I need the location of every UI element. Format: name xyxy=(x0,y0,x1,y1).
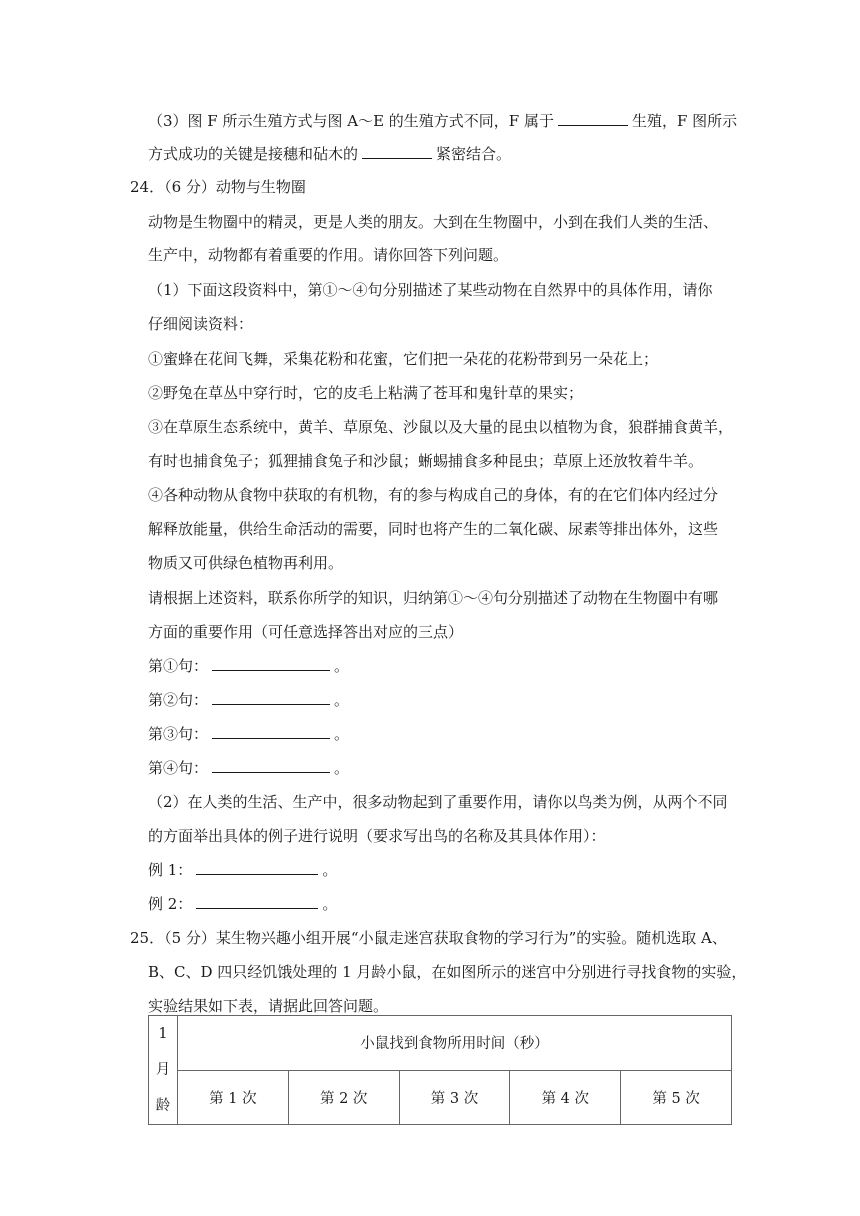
answer-blank[interactable] xyxy=(212,690,330,705)
q24-answer-2 xyxy=(148,690,349,710)
answer-blank[interactable] xyxy=(212,724,330,739)
q25-line2: B、C、D 四只经饥饿处理的 1 月龄小鼠，在如图所示的迷宫中分别进行寻找食物的实验， xyxy=(148,963,747,981)
q23-part3-text-b: 生殖，F 图所示 xyxy=(631,112,738,130)
column-header-3: 第 3 次 xyxy=(399,1070,510,1125)
period: 。 xyxy=(322,895,338,913)
q23-part3-line2 xyxy=(148,144,511,164)
answer-label: 第④句： xyxy=(148,759,209,777)
q24-example-2 xyxy=(148,894,337,914)
q24-part2-line2: 的方面举出具体的例子进行说明（要求写出鸟的名称及其具体作用）： xyxy=(148,827,606,845)
period: 。 xyxy=(334,725,350,743)
q24-part2-line1: （2）在人类的生活、生产中，很多动物起到了重要作用，请你以鸟类为例，从两个不同 xyxy=(148,793,728,811)
q24-ask-line1: 请根据上述资料，联系你所学的知识，归纳第①～④句分别描述了动物在生物圈中有哪 xyxy=(148,589,719,607)
q23-part3-text-a: （3）图 F 所示生殖方式与图 A～E 的生殖方式不同，F 属于 xyxy=(148,112,554,130)
period: 。 xyxy=(334,657,350,675)
period: 。 xyxy=(322,861,338,879)
answer-blank[interactable] xyxy=(212,656,330,671)
q24-sentence3-line2: 有时也捕食兔子；狐狸捕食兔子和沙鼠；蜥蜴捕食多种昆虫；草原上还放牧着牛羊。 xyxy=(148,452,704,470)
group-header: 小鼠找到食物所用时间（秒） xyxy=(178,1016,732,1071)
q24-answer-3 xyxy=(148,724,349,744)
column-header-2: 第 2 次 xyxy=(288,1070,399,1125)
column-header-1: 第 1 次 xyxy=(178,1070,289,1125)
q24-sentence2: ②野兔在草丛中穿行时，它的皮毛上粘满了苍耳和鬼针草的果实； xyxy=(148,384,584,402)
q23-part3-text-d: 紧密结合。 xyxy=(436,145,512,163)
column-header-4: 第 4 次 xyxy=(510,1070,621,1125)
example-label: 例 1： xyxy=(148,861,193,879)
q24-ask-line2: 方面的重要作用（可任意选择答出对应的三点） xyxy=(148,623,464,641)
answer-label: 第③句： xyxy=(148,725,209,743)
answer-blank[interactable] xyxy=(558,111,628,126)
q24-heading: 24．（6 分）动物与生物圈 xyxy=(130,178,306,196)
q24-answer-1 xyxy=(148,656,349,676)
results-table xyxy=(148,1015,732,1125)
row-header-bottom: 龄 xyxy=(155,1098,171,1114)
q24-part1-line1: （1）下面这段资料中，第①～④句分别描述了某些动物在自然界中的具体作用，请你 xyxy=(148,281,713,299)
answer-label: 第②句： xyxy=(148,691,209,709)
q24-sentence4-line1: ④各种动物从食物中获取的有机物，有的参与构成自己的身体，有的在它们体内经过分 xyxy=(148,486,719,504)
q24-sentence1: ①蜜蜂在花间飞舞，采集花粉和花蜜，它们把一朵花的花粉带到另一朵花上； xyxy=(148,350,659,368)
period: 。 xyxy=(334,691,350,709)
q24-answer-4 xyxy=(148,758,349,778)
q23-part3-line1 xyxy=(148,111,737,131)
answer-blank[interactable] xyxy=(212,758,330,773)
q24-intro-line1: 动物是生物圈中的精灵，更是人类的朋友。大到在生物圈中，小到在我们人类的生活、 xyxy=(148,213,719,231)
q24-part1-line2: 仔细阅读资料： xyxy=(148,315,254,333)
period: 。 xyxy=(334,759,350,777)
q24-example-1 xyxy=(148,860,337,880)
q24-sentence4-line2: 解释放能量，供给生命活动的需要，同时也将产生的二氧化碳、尿素等排出体外，这些 xyxy=(148,520,719,538)
answer-label: 第①句： xyxy=(148,657,209,675)
q24-sentence4-line3: 物质又可供绿色植物再利用。 xyxy=(148,554,344,572)
answer-blank[interactable] xyxy=(196,860,318,875)
row-header-cell xyxy=(149,1016,178,1125)
example-label: 例 2： xyxy=(148,895,193,913)
q23-part3-text-c: 方式成功的关键是接穗和砧木的 xyxy=(148,145,359,163)
q24-intro-line2: 生产中，动物都有着重要的作用。请你回答下列问题。 xyxy=(148,246,509,264)
q24-sentence3-line1: ③在草原生态系统中，黄羊、草原兔、沙鼠以及大量的昆虫以植物为食，狼群捕食黄羊， xyxy=(148,418,734,436)
answer-blank[interactable] xyxy=(196,894,318,909)
row-header-top: 1 月 xyxy=(155,1026,171,1078)
column-header-5: 第 5 次 xyxy=(621,1070,732,1125)
q25-line3: 实验结果如下表，请据此回答问题。 xyxy=(148,997,389,1015)
q25-line1: 25．（5 分）某生物兴趣小组开展“小鼠走迷宫获取食物的学习行为”的实验。随机选取 A、 xyxy=(130,929,727,947)
answer-blank[interactable] xyxy=(362,144,432,159)
